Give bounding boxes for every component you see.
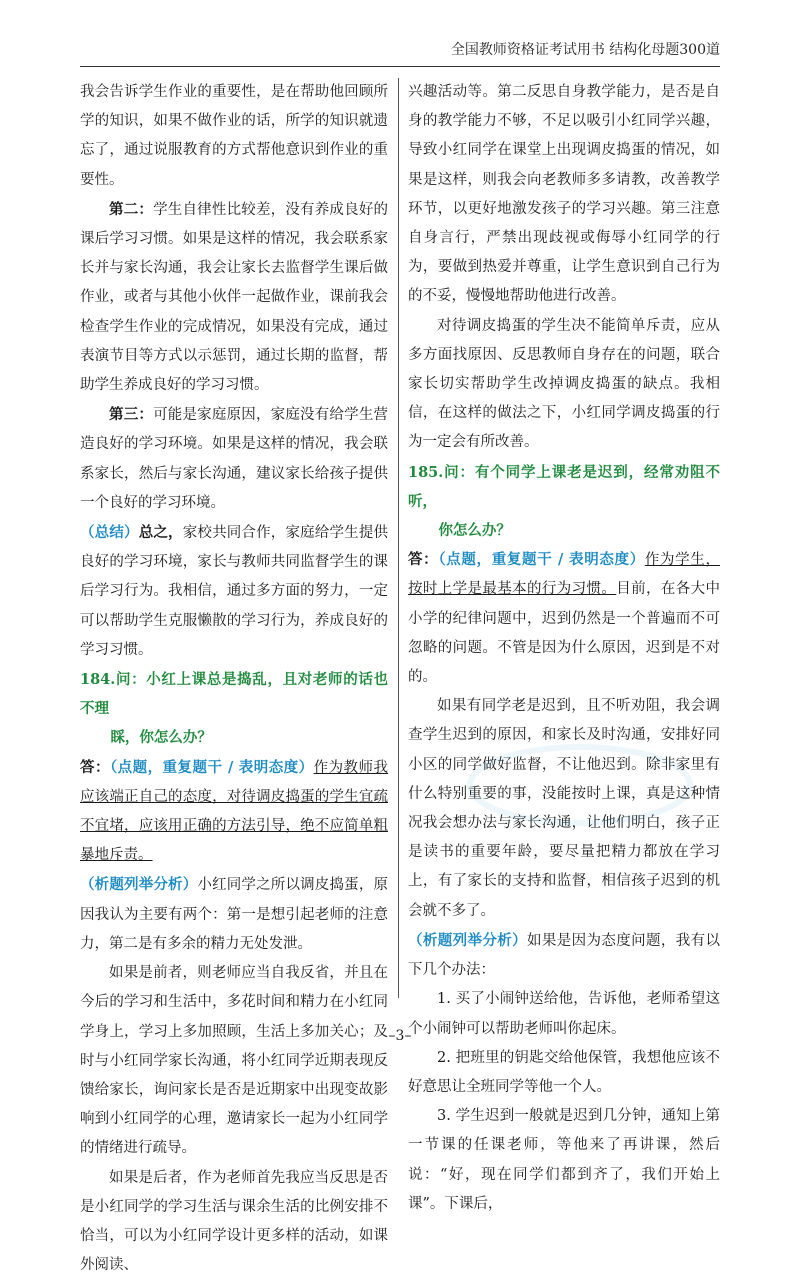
question-line: 有个同学上课老是迟到，经常劝阻不听，: [408, 463, 720, 510]
answer-label: 答：: [408, 551, 439, 569]
right-column: [408, 78, 720, 1212]
section-tag: （点题，重复题干 / 表明态度）: [109, 758, 314, 776]
paragraph: [80, 195, 388, 400]
answer-185: [408, 545, 720, 692]
underlined-text: 作为教师我应该端正自己的态度，对待调皮捣蛋的学生宜疏不宜堵，应该用正确的方法引导，绝不应简单粗暴地斥责。: [80, 759, 388, 864]
section-tag: （点题，重复题干 / 表明态度）: [438, 551, 645, 569]
question-line: 小红上课总是捣乱，且对老师的话也不理: [80, 671, 388, 718]
paragraph-text: 目前，在各大中小学的纪律问题中，迟到仍然是一个普遍而不可忽略的问题。不管是因为什么原因，迟到是不对的。: [408, 581, 720, 686]
paragraph: [80, 518, 388, 665]
paragraph-text: 小红同学之所以调皮捣蛋，原因我认为主要有两个：第一是想引起老师的注意力，第二是有多余的精力无处发泄。: [80, 877, 389, 952]
question-184-cont: 睬，你怎么办？: [110, 729, 212, 747]
page-number: –3–: [388, 1028, 412, 1044]
question-number: 185.问：: [408, 463, 475, 481]
answer-184: [80, 753, 388, 871]
section-tag: （析题列举分析）: [80, 876, 198, 894]
answer-label: 答：: [80, 758, 110, 776]
paragraph: 如果是前者，则老师应当自我反省，并且在今后的学习和生活中，多花时间和精力在小红同学身上，学习上多加照顾，生活上多加关心；及时与小红同学家长沟通，将小红同学近期表现反馈给家长，询问家长是否是近期家中出现变故影响到小红同学的心理，邀请家长一起为小红同学的情绪进行疏导。: [80, 965, 388, 1157]
paragraph: [80, 400, 388, 518]
question-number: 184.问：: [80, 671, 147, 689]
section-tag: （析题列举分析）: [408, 931, 527, 949]
point-lead: 第二：: [109, 200, 154, 218]
paragraph-text: 学生自律性比较差，没有养成良好的课后学习习惯。如果是这样的情况，我会联系家长并与家长沟通，我会让家长去监督学生课后做作业，或者与其他小伙伴一起做作业，课前我会检查学生作业的完成情况，如果没有完成，通过表演节目等方式以示惩罚，通过长期的监督，帮助学生养成良好的学习习惯。: [80, 201, 389, 394]
list-item: 2. 把班里的钥匙交给他保管，我想他应该不好意思让全班同学等他一个人。: [408, 1049, 720, 1095]
question-185-cont: 你怎么办？: [438, 522, 511, 540]
point-lead: 总之，: [138, 524, 183, 542]
paragraph-text: 如果是因为态度问题，我有以下几个办法：: [408, 932, 720, 979]
paragraph-text: 可能是家庭原因，家庭没有给学生营造良好的学习环境。如果是这样的情况，我会联系家长，然后与家长沟通，建议家长给孩子提供一个良好的学习环境。: [80, 407, 389, 511]
paragraph-text: 家校共同合作，家庭给学生提供良好的学习环境，家长与教师共同监督学生的课后学习行为。我相信，通过多方面的努力，一定可以帮助学生克服懒散的学习行为，养成良好的学习习惯。: [80, 525, 389, 658]
paragraph: 对待调皮捣蛋的学生决不能简单斥责，应从多方面找原因、反思教师自身存在的问题，联合家长切实帮助学生改掉调皮捣蛋的缺点。我相信，在这样的做法之下，小红同学调皮捣蛋的行为一定会有所改善。: [408, 317, 720, 451]
paragraph: 如果是后者，作为老师首先我应当反思是否是小红同学的学习生活与课余生活的比例安排不恰当，可以为小红同学设计更多样的活动，如课外阅读、: [80, 1169, 388, 1274]
column-divider: [398, 78, 399, 998]
paragraph: [80, 870, 388, 959]
header-title: 全国教师资格证考试用书 结构化母题300道: [450, 42, 720, 58]
question-184: [80, 665, 388, 723]
paragraph: 我会告诉学生作业的重要性，是在帮助他回顾所学的知识，如果不做作业的话，所学的知识就遗忘了，通过说服教育的方式帮他意识到作业的重要性。: [80, 84, 388, 188]
list-item: 3. 学生迟到一般就是迟到几分钟，通知上第一节课的任课老师，等他来了再讲课，然后说：“好，现在同学们都到齐了，我们开始上课”。下课后，: [408, 1108, 720, 1212]
list-item: 1. 买了小闹钟送给他，告诉他，老师希望这个小闹钟可以帮助老师叫你起床。: [408, 991, 720, 1037]
paragraph: 兴趣活动等。第二反思自身教学能力，是否是自身的教学能力不够，不足以吸引小红同学兴趣，导致小红同学在课堂上出现调皮捣蛋的情况，如果是这样，则我会向老教师多多请教，改善教学环节，以更好地激发孩子的学习兴趣。第三注意自身言行，严禁出现歧视或侮辱小红同学的行为，要做到热爱并尊重，让学生意识到自己行为的不妥，慢慢地帮助他进行改善。: [408, 84, 720, 305]
question-185: [408, 458, 720, 516]
section-tag: （总结）: [80, 524, 139, 542]
paragraph: 如果有同学老是迟到，且不听劝阻，我会调查学生迟到的原因，和家长及时沟通，安排好同小区的同学做好监督，不让他迟到。除非家里有什么特别重要的事，没能按时上课，真是这种情况我会想办法与家长沟通，让他们明白，孩子正是读书的重要年龄，要尽量把精力都放在学习上，有了家长的支持和监督，相信孩子迟到的机会就不多了。: [408, 698, 720, 919]
left-column: [80, 78, 389, 1274]
underlined-text: 作为学生，按时上学是最基本的行为习惯。: [408, 552, 720, 598]
paragraph: [408, 926, 720, 985]
point-lead: 第三：: [109, 406, 154, 424]
running-header: [80, 36, 720, 67]
